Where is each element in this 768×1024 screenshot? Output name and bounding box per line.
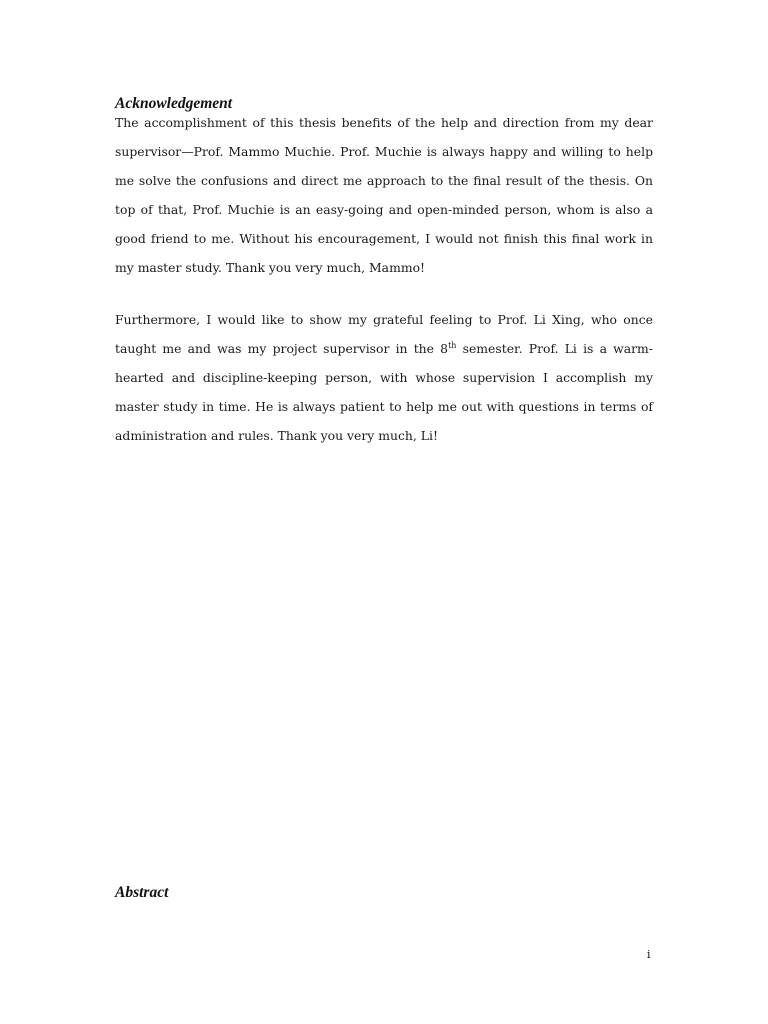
paragraph-2-text-end: semester. Prof. Li is a warm-hearted and discipline-keeping person, with whose supervision I accomplish my master study in time. He is always patient to help me out with questions in terms of administration and rules. Thank you very much, Li! [115, 341, 653, 443]
ordinal-superscript: th [448, 340, 457, 350]
acknowledgement-paragraph-2 [115, 305, 653, 450]
paragraph-2-text-start: Furthermore, I would like to show my grateful feeling to Prof. Li Xing, who once taught me and was my project supervisor in the 8 [115, 312, 653, 356]
page-number: i [647, 948, 651, 961]
acknowledgement-heading: Acknowledgement [115, 95, 233, 112]
abstract-heading: Abstract [115, 884, 169, 901]
acknowledgement-paragraph-1: The accomplishment of this thesis benefits of the help and direction from my dear supervisor—Prof. Mammo Muchie. Prof. Muchie is always happy and willing to help me solve the confusions and direct me approach to the final result of the thesis. On top of that, Prof. Muchie is an easy-going and open-minded person, whom is also a good friend to me. Without his encouragement, I would not finish this final work in my master study. Thank you very much, Mammo! [115, 115, 653, 275]
